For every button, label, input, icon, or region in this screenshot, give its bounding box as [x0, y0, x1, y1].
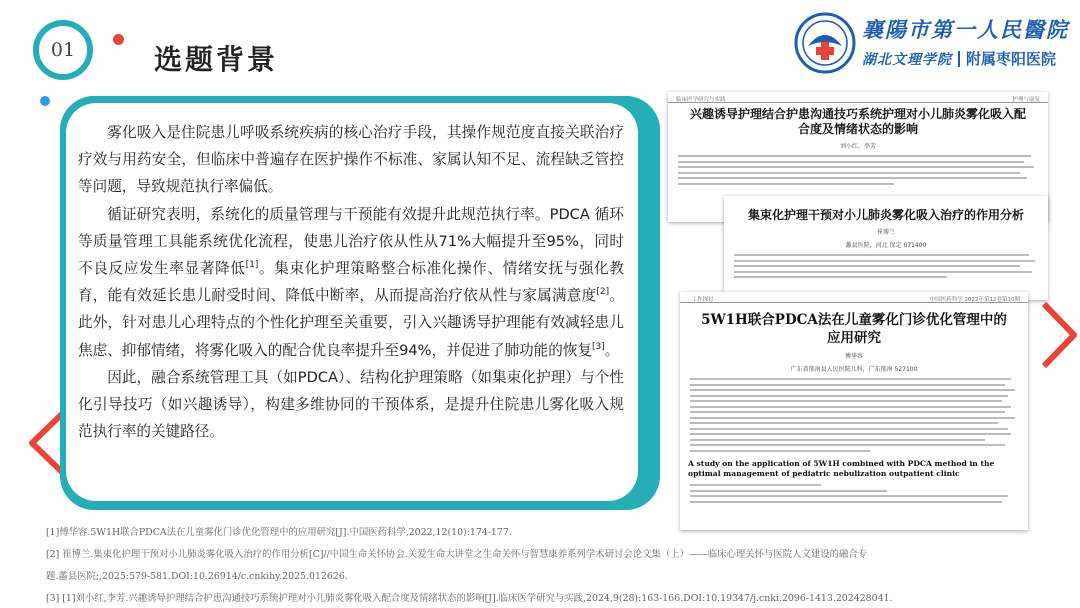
section-number-badge: [33, 20, 93, 80]
paper-2-affiliation: 蠡县医院，河北 保定 071400: [845, 242, 927, 249]
decor-dot-red: [113, 34, 124, 45]
paper-3-journal: 中国医药科学 2022年第12卷第10期: [929, 297, 1020, 303]
paper-3-body: [680, 373, 1028, 452]
paragraph-2-text-c: 。此外，针对患儿心理特点的个性化护理至关重要，引入兴趣诱导护理能有效减轻患儿焦虑、抑郁情绪，将雾化吸入的配合优良率提升至94%，并促进了肺功能的恢复: [78, 287, 624, 359]
university-name: 湖北文理学院: [862, 51, 952, 68]
right-chevron-icon: [1040, 300, 1080, 370]
paper-2-author: 崔博兰: [876, 229, 895, 236]
paper-2-title: 集束化护理干预对小儿肺炎雾化吸入治疗的作用分析: [747, 208, 1024, 222]
paper-3-english-title: A study on the application of 5W1H combined with PDCA method in the optimal management of pediatric nebulization outpatient clinic: [688, 459, 995, 478]
reference-2: [2] 崔博兰.集束化护理干预对小儿肺炎雾化吸入治疗的作用分析[C]//中国生命关怀协会.关爱生命大讲堂之生命关怀与智慧康养系列学术研讨会论文集（上）——临床心理关怀与医院人文建设的融合专: [46, 549, 868, 560]
paper-2-body: [724, 249, 1048, 278]
logo-subtitle: [862, 48, 1056, 69]
paper-3-column: · 工作探讨 ·: [688, 297, 717, 303]
content-card: [66, 103, 638, 501]
paper-1-header: [668, 92, 1048, 103]
affiliation-name: 附属枣阳医院: [966, 50, 1057, 68]
references: [46, 522, 1046, 608]
paper-scan-2: [724, 196, 1048, 303]
section-number: 01: [50, 39, 76, 61]
paper-1-title: 兴趣诱导护理结合护患沟通技巧系统护理对小儿肺炎雾化吸入配合度及情绪状态的影响: [689, 107, 1026, 136]
paper-1-author: 刘小红，李芳: [839, 143, 876, 150]
paragraph-2-text-a: 循证研究表明，系统化的质量管理与干预能有效提升此规范执行率。PDCA 循环等质量管理工具能系统优化流程，使患儿治疗依从性从71%大幅提升至95%，同时不良反应发生率显著降低: [78, 205, 624, 278]
paper-1-body: [668, 150, 1048, 185]
hospital-logo: [794, 8, 1074, 78]
paper-3-title: 5W1H联合PDCA法在儿童雾化门诊优化管理中的应用研究: [701, 312, 1007, 346]
citation-1: [1]: [245, 260, 259, 271]
citation-2: [2]: [596, 287, 610, 298]
reference-3: [3] [1]刘小红,李芳.兴趣诱导护理结合护患沟通技巧系统护理对小儿肺炎雾化吸入配合度及情绪状态的影响[J].临床医学研究与实践,2024,9(28):163-166.DOI:10.19347/j.cnki.2096-1413.202428041.: [46, 593, 893, 604]
paragraph-2: [78, 201, 624, 364]
paragraph-3: 因此，融合系统管理工具（如PDCA）、结构化护理策略（如集束化护理）与个性化引导技巧（如兴趣诱导），构建多维协同的干预体系，是提升住院患儿雾化吸入规范执行率的关键路径。: [78, 368, 624, 441]
paper-1-section: 护理与康复: [1012, 97, 1040, 103]
paper-3-header: [680, 292, 1028, 303]
decor-dot-blue: [40, 96, 50, 106]
paragraph-2-text-b: 。集束化护理策略整合标准化操作、情绪安抚与强化教育，能有效延长患儿耐受时间、降低中断率，从而提高治疗依从性与家属满意度: [78, 260, 624, 305]
page-title: 选题背景: [154, 43, 279, 76]
logo-divider: [958, 51, 960, 67]
citation-3: [3]: [592, 341, 605, 352]
hospital-name: 襄陽市第一人民醫院: [862, 17, 1069, 42]
paper-3-english-body: [680, 479, 1028, 503]
reference-2-continued: 题.蠡县医院;,2025:579-581.DOI:10.26914/c.cnkihy.2025.012626.: [46, 571, 348, 582]
paper-scan-3: [680, 292, 1028, 530]
paper-3-affiliation: 广东省郁南县人民医院儿科，广东郁南 527100: [790, 366, 918, 373]
paragraph-2-text-d: 。: [604, 341, 620, 359]
paragraph-1: 雾化吸入是住院患儿呼吸系统疾病的核心治疗手段，其操作规范度直接关联治疗疗效与用药安全，但临床中普遍存在医护操作不标准、家属认知不足、流程缺乏管控等问题，导致规范执行率偏低。: [78, 124, 624, 196]
paper-3-author: 傅华容: [844, 353, 863, 360]
reference-1: [1]傅华容.5W1H联合PDCA法在儿童雾化门诊优化管理中的应用研究[J].中国医药科学,2022,12(10):174-177.: [46, 527, 512, 538]
paper-1-journal: 临床医学研究与实践: [676, 97, 726, 103]
hospital-emblem-icon: [794, 12, 856, 74]
